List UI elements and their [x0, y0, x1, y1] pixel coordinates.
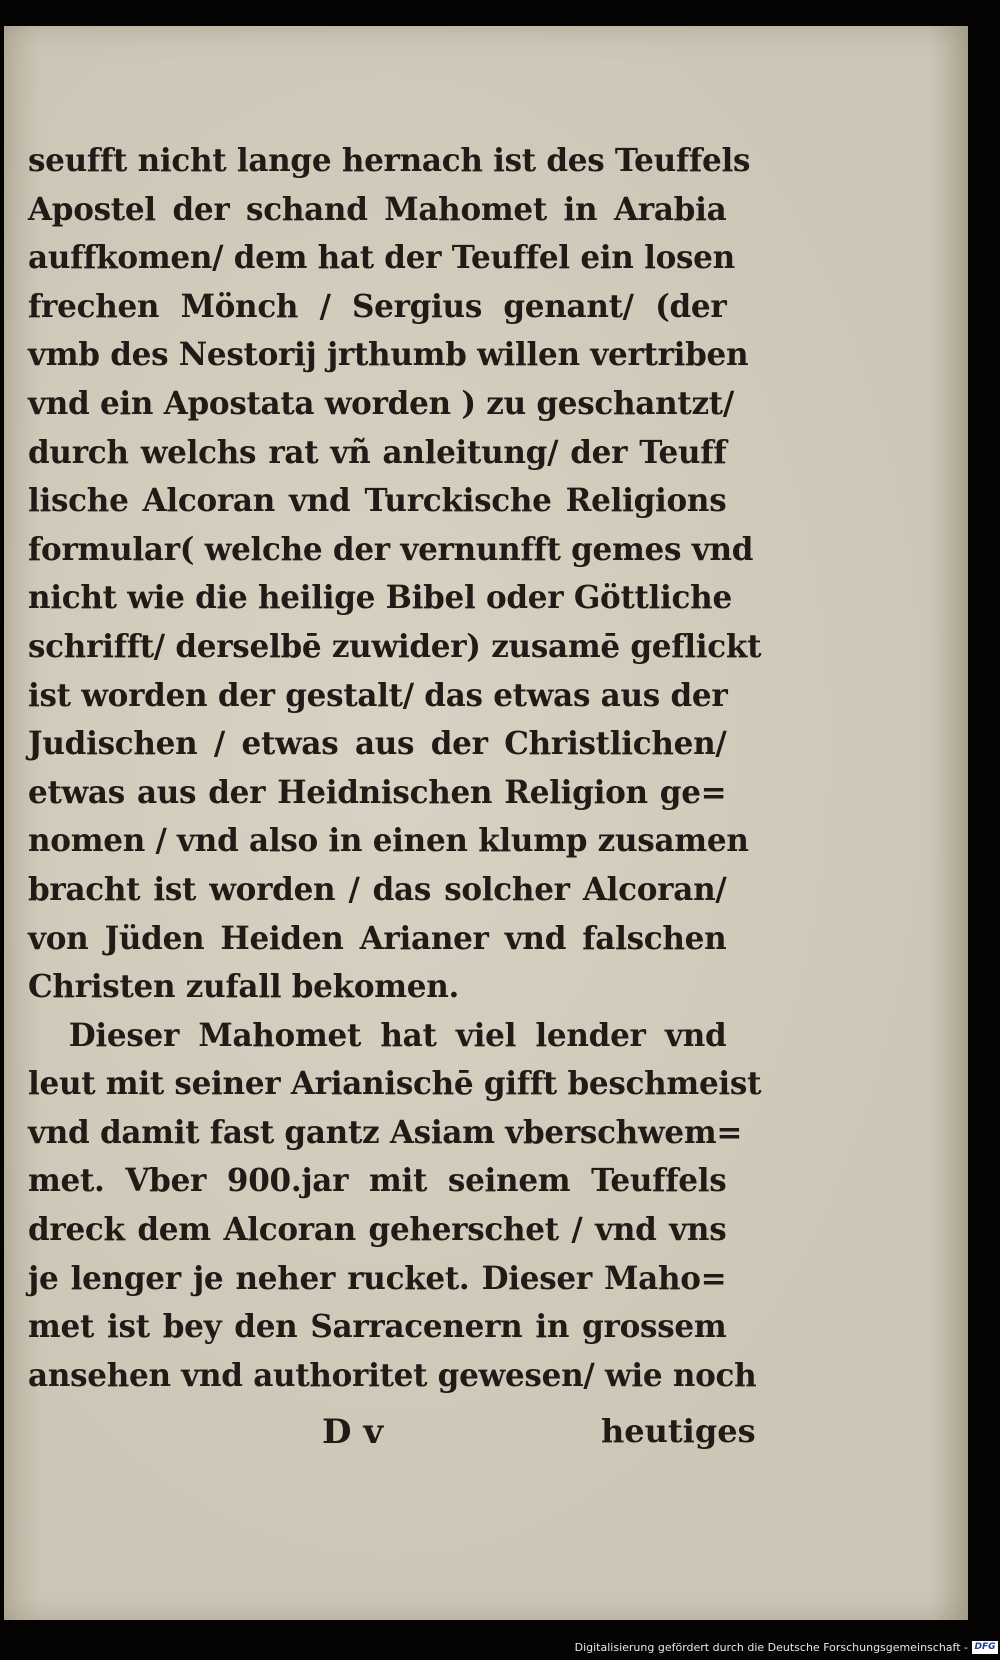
- body-text: [28, 136, 762, 1399]
- dfg-logo-icon: DFG: [972, 1641, 998, 1654]
- text-line: Apostel der schand Mahomet in Arabia: [28, 189, 727, 228]
- text-line: frechen Mönch / Sergius genant/ (der: [28, 286, 727, 325]
- paragraph-start-line: Dieser Mahomet hat viel lender vnd: [68, 1015, 727, 1054]
- text-line: Judischen / etwas aus der Christlichen/: [28, 724, 727, 763]
- text-line: nicht wie die heilige Bibel oder Göttliche: [28, 578, 732, 617]
- text-line: formular( welche der vernunfft gemes vnd: [28, 529, 754, 568]
- text-line: Christen zufall bekomen.: [28, 967, 460, 1006]
- text-line: auffkomen/ dem hat der Teuffel ein losen: [28, 238, 735, 277]
- text-line: schrifft/ derselbē zuwider) zusamē geflickt: [28, 626, 762, 665]
- funding-note: Digitalisierung gefördert durch die Deutsche Forschungsgemeinschaft -: [574, 1641, 968, 1654]
- text-line: seufft nicht lange hernach ist des Teuffels: [28, 141, 751, 179]
- text-line: dreck dem Alcoran geherschet / vnd vns: [28, 1210, 727, 1249]
- text-line: je lenger je neher rucket. Dieser Maho=: [28, 1258, 727, 1297]
- text-line: leut mit seiner Arianischē gifft beschmeist: [28, 1064, 762, 1103]
- text-line: ist worden der gestalt/ das etwas aus der: [28, 675, 728, 714]
- text-line: von Jüden Heiden Arianer vnd falschen: [28, 918, 727, 957]
- text-line: vmb des Nestorij jrthumb willen vertriben: [28, 335, 749, 374]
- text-line: vnd ein Apostata worden ) zu geschantzt/: [28, 383, 734, 422]
- book-page: [4, 26, 968, 1620]
- text-line: ansehen vnd authoritet gewesen/ wie noch: [28, 1355, 757, 1394]
- text-line: bracht ist worden / das solcher Alcoran/: [28, 869, 727, 908]
- text-line: etwas aus der Heidnischen Religion ge=: [28, 772, 727, 811]
- signature-mark: D v: [322, 1412, 384, 1452]
- text-line: vnd damit fast gantz Asiam vberschwem=: [28, 1112, 743, 1151]
- catchword: heutiges: [601, 1412, 756, 1450]
- text-line: lische Alcoran vnd Turckische Religions: [28, 481, 727, 520]
- text-line: met ist bey den Sarracenern in grossem: [28, 1307, 727, 1346]
- text-line: durch welchs rat vñ anleitung/ der Teuff: [28, 432, 727, 471]
- text-line: met. Vber 900.jar mit seinem Teuffels: [28, 1161, 727, 1200]
- text-line: nomen / vnd also in einen klump zusamen: [28, 821, 749, 860]
